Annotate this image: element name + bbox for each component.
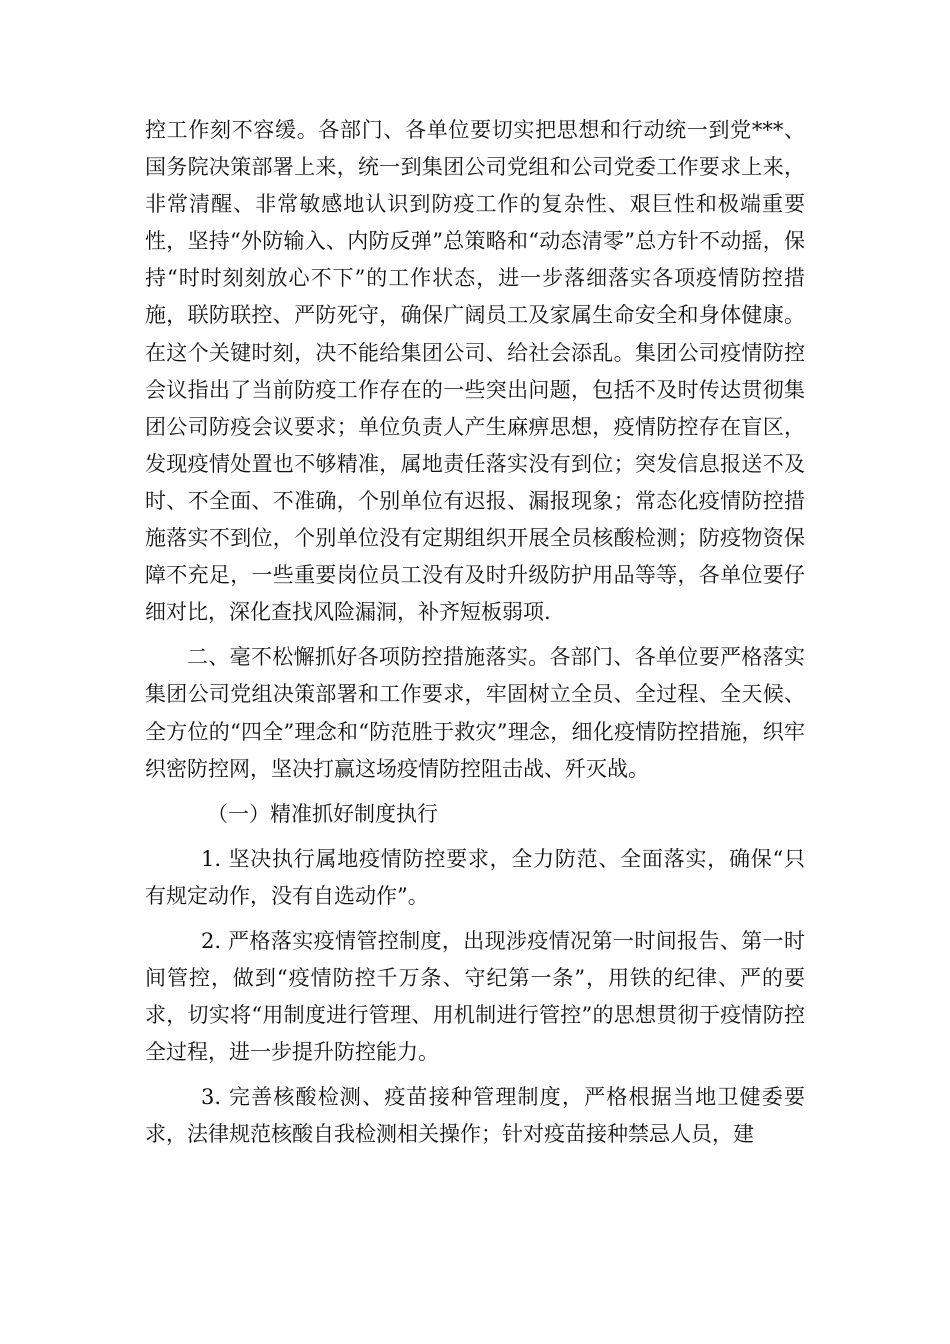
document-body	[145, 112, 805, 1154]
list-item-1: 1. 坚决执行属地疫情防控要求，全力防范、全面落实，确保“只有规定动作，没有自选动作”。	[145, 846, 805, 908]
paragraph-continuation: 控工作刻不容缓。各部门、各单位要切实把思想和行动统一到党***、国务院决策部署上来，统一到集团公司党组和公司党委工作要求上来，非常清醒、非常敏感地认识到防疫工作的复杂性、艰巨性和极端重要性，坚持“外防输入、内防反弹”总策略和“动态清零”总方针不动摇，保持“时时刻刻放心不下”的工作状态，进一步落细落实各项疫情防控措施，联防联控、严防死守，确保广阔员工及家属生命安全和身体健康。在这个关键时刻，决不能给集团公司、给社会添乱。集团公司疫情防控会议指出了当前防疫工作存在的一些突出问题，包括不及时传达贯彻集团公司防疫会议要求；单位负责人产生麻痹思想，疫情防控存在盲区，发现疫情处置也不够精准，属地责任落实没有到位；突发信息报送不及时、不全面、不准确，个别单位有迟报、漏报现象；常态化疫情防控措施落实不到位，个别单位没有定期组织开展全员核酸检测；防疫物资保障不充足，一些重要岗位员工没有及时升级防护用品等等，各单位要仔细对比，深化查找风险漏洞，补齐短板弱项.	[145, 118, 805, 625]
paragraph-section-two: 二、毫不松懈抓好各项防控措施落实。各部门、各单位要严格落实集团公司党组决策部署和工作要求，牢固树立全员、全过程、全天候、全方位的“四全”理念和“防范胜于救灾”理念，细化疫情防控措施，织牢织密防控网，坚决打赢这场疫情防控阻击战、歼灭战。	[145, 645, 805, 781]
list-item-3: 3. 完善核酸检测、疫苗接种管理制度，严格根据当地卫健委要求，法律规范核酸自我检测相关操作；针对疫苗接种禁忌人员，建	[145, 1085, 805, 1147]
subsection-heading: （一）精准抓好制度执行	[207, 801, 438, 826]
list-item-2: 2. 严格落实疫情管控制度，出现涉疫情况第一时间报告、第一时间管控，做到“疫情防控千万条、守纪第一条”，用铁的纪律、严的要求，切实将“用制度进行管理、用机制进行管控”的思想贯彻于疫情防控全过程，进一步提升防控能力。	[145, 928, 805, 1065]
